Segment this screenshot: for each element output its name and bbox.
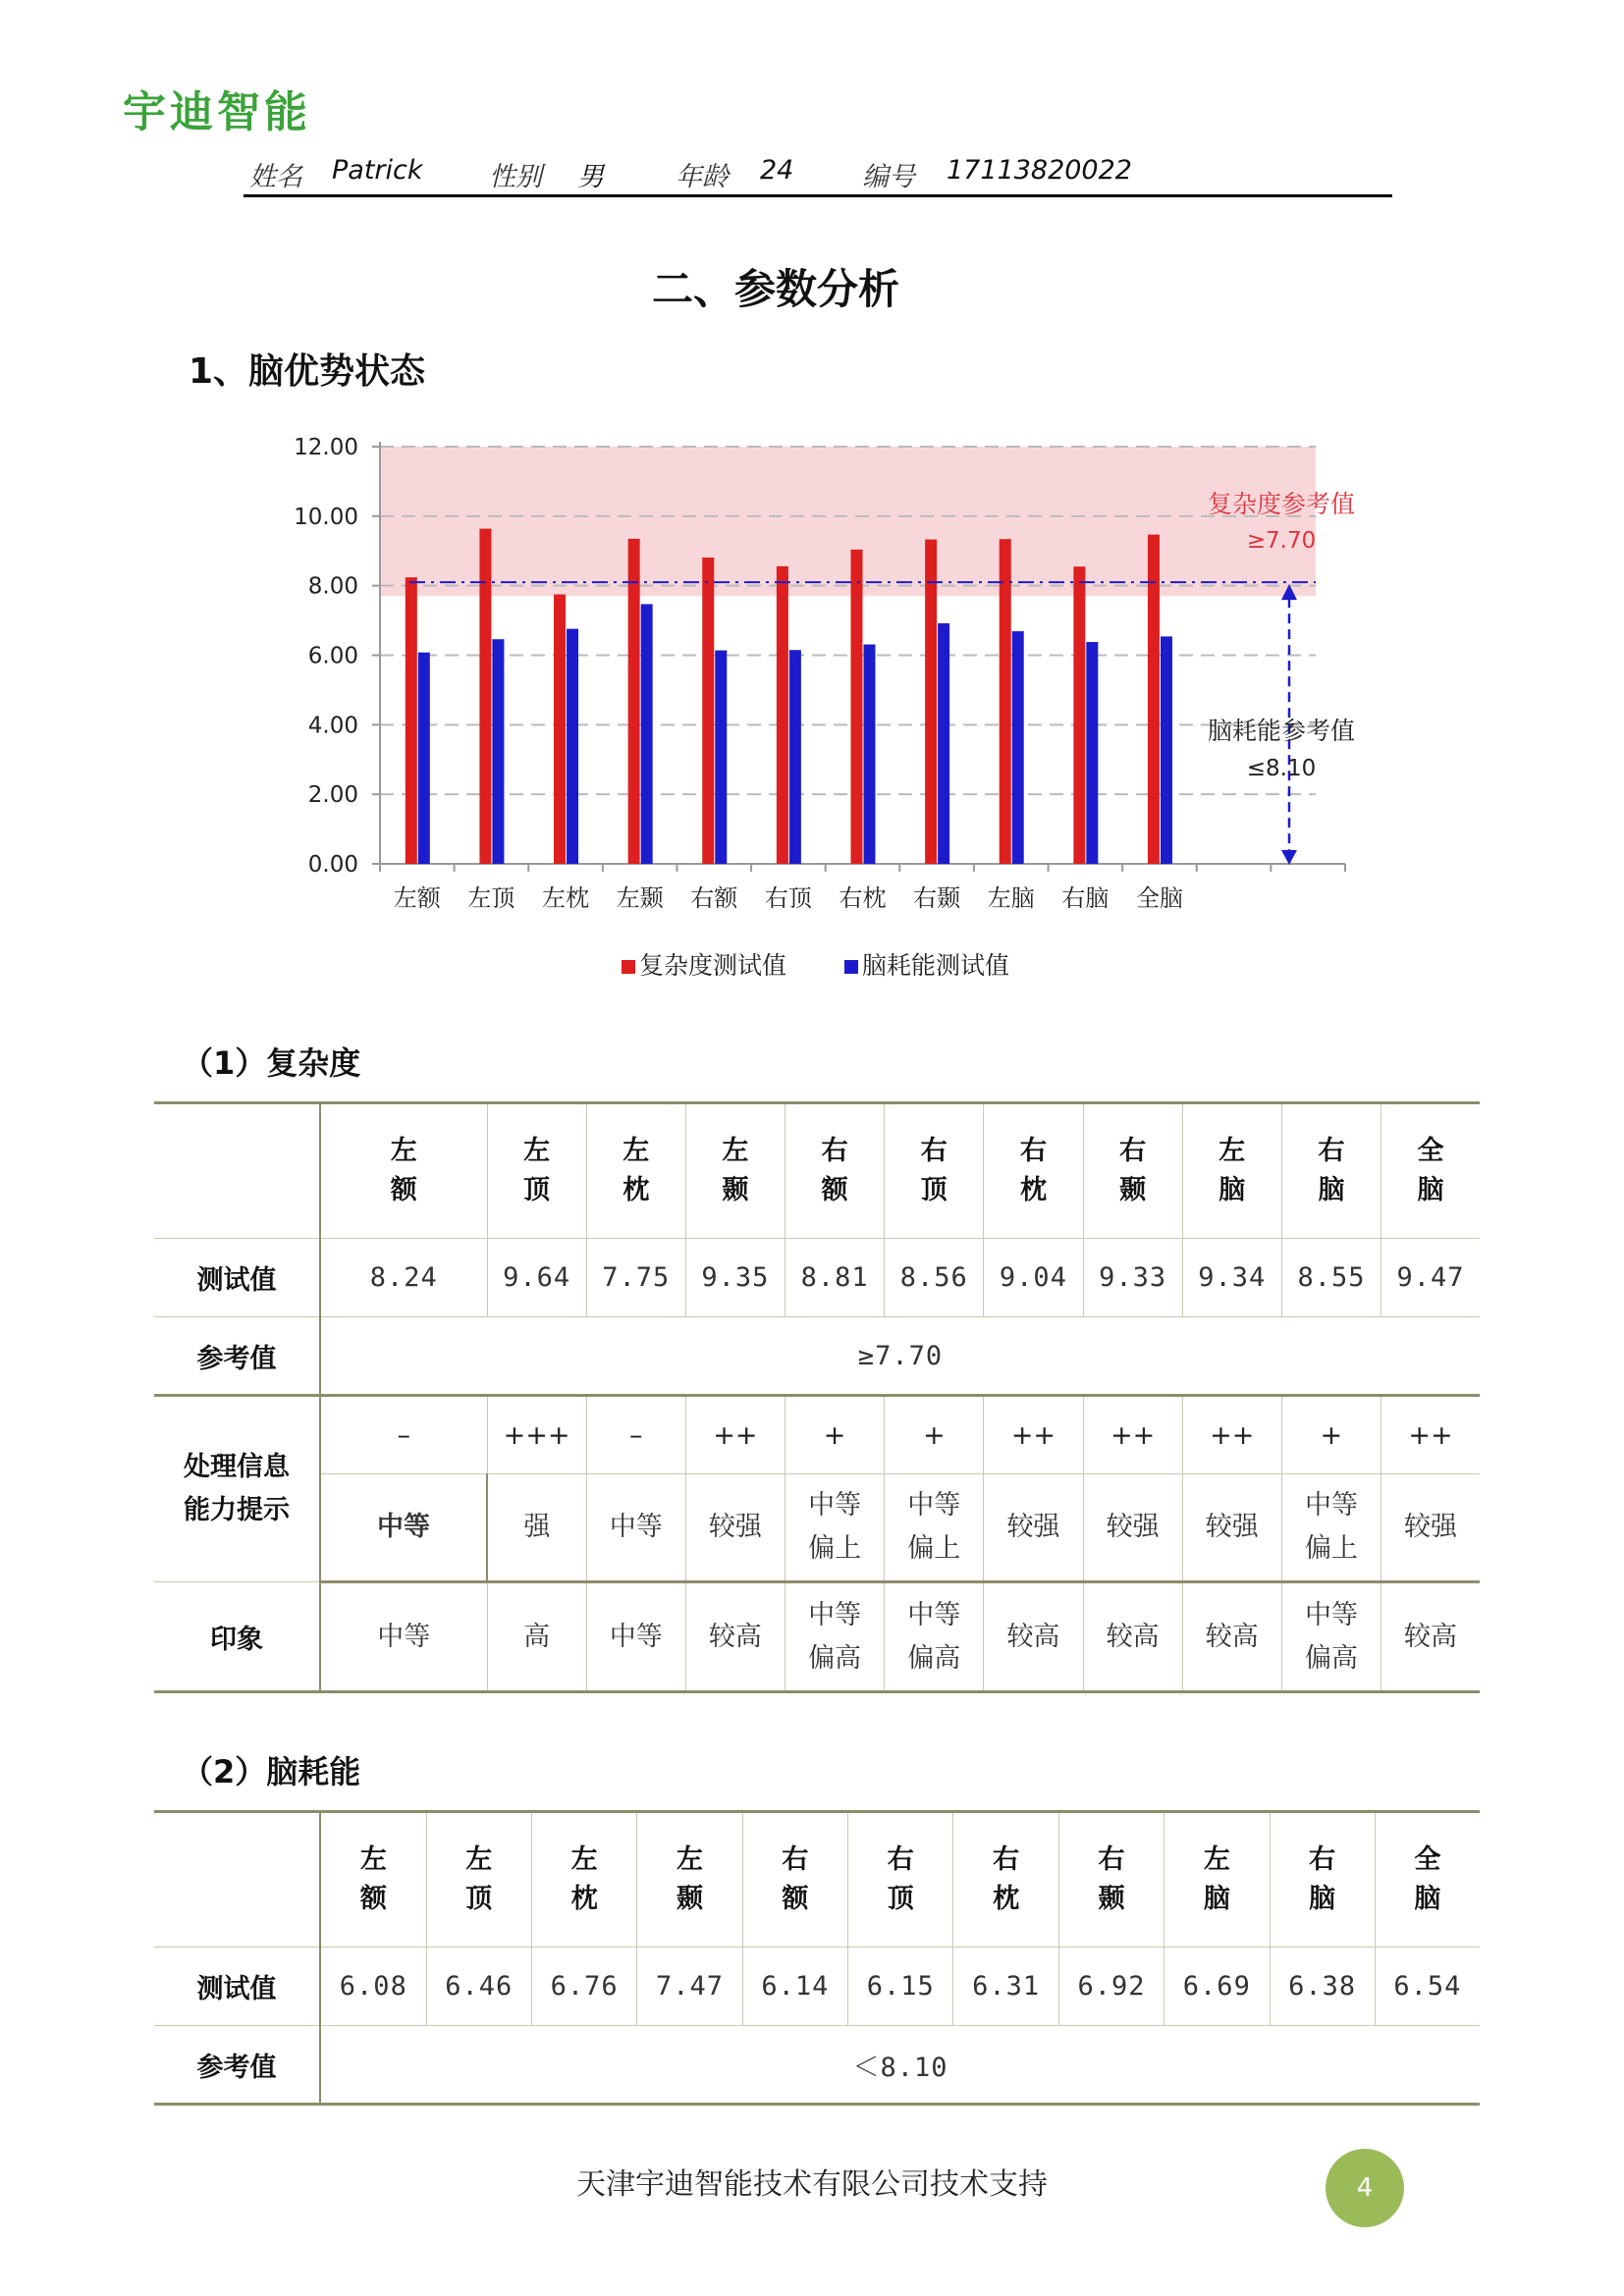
test-value-cell: 9.35 [685,1239,785,1317]
energy-ref-annotation: 脑耗能参考值 [1207,717,1356,745]
ability-symbol-cell: – [320,1396,487,1474]
energy-ref-value: ＜8.10 [320,2026,1480,2105]
ability-text-cell: 较强 [1083,1474,1182,1582]
bar-energy [418,653,430,864]
test-value-cell: 8.55 [1281,1239,1380,1317]
ability-symbol-cell: +++ [487,1396,586,1474]
test-value-cell: 6.38 [1270,1948,1375,2026]
bar-energy [715,651,727,864]
column-header: 右 脑 [1281,1103,1380,1239]
ability-text-cell: 较强 [984,1474,1083,1582]
ability-symbol-cell: ++ [984,1396,1083,1474]
bar-energy [1012,631,1024,864]
reference-band [380,447,1316,596]
x-tick-label: 全脑 [1135,884,1183,912]
impression-cell: 中等 [320,1582,487,1692]
x-tick-label: 左额 [393,884,441,912]
impression-cell: 中等 [586,1582,685,1692]
test-value-cell: 9.47 [1381,1239,1480,1317]
impression-cell: 较高 [1182,1582,1281,1692]
y-tick-label: 10.00 [294,504,358,530]
column-header: 左 额 [320,1812,426,1948]
company-logo: 宇迪智能 [123,87,311,137]
age-value: 24 [760,155,794,186]
impression-cell: 较高 [1083,1582,1182,1692]
legend-label: 复杂度测试值 [639,951,787,980]
bar-energy [938,623,949,864]
bar-complexity [406,577,417,864]
test-value-cell: 7.75 [586,1239,685,1317]
energy-table [154,1810,1480,2106]
bar-complexity [479,529,491,864]
ability-symbol-cell: – [586,1396,685,1474]
bar-complexity [925,540,937,864]
id-label: 编号 [862,162,915,192]
x-tick-label: 左顶 [467,884,515,912]
bar-complexity [1148,535,1160,864]
column-header: 左 脑 [1164,1812,1270,1948]
column-header: 左 脑 [1182,1103,1281,1239]
test-value-cell: 8.24 [320,1239,487,1317]
bar-energy [567,629,578,864]
y-tick-label: 12.00 [294,435,358,460]
page-number: 4 [1326,2149,1404,2227]
x-tick-label: 左脑 [987,884,1035,912]
test-value-cell: 6.31 [953,1948,1058,2026]
x-tick-label: 左枕 [542,884,590,912]
test-value-cell: 9.64 [487,1239,586,1317]
test-value-cell: 8.81 [785,1239,885,1317]
test-value-cell: 6.92 [1058,1948,1164,2026]
column-header: 左 额 [320,1103,487,1239]
footer-company: 天津宇迪智能技术有限公司技术支持 [576,2167,1048,2202]
test-value-cell: 6.69 [1164,1948,1270,2026]
column-header: 右 脑 [1270,1812,1375,1948]
bar-complexity [1000,539,1011,864]
bar-energy [1086,642,1098,864]
bar-complexity [851,550,863,864]
bar-energy [864,645,876,864]
arrow-down-icon [1281,850,1297,865]
y-tick-label: 8.00 [307,573,358,600]
complexity-ref-annotation-value: ≥7.70 [1246,528,1317,554]
row-label-test: 测试值 [154,1239,320,1317]
test-value-cell: 9.04 [984,1239,1083,1317]
name-label: 姓名 [249,162,302,192]
brain-dominance-chart [265,422,1384,991]
energy-title: （2）脑耗能 [182,1753,361,1790]
bar-complexity [554,595,566,864]
ability-symbol-cell: ++ [685,1396,785,1474]
ability-text-cell: 较强 [1182,1474,1281,1582]
impression-cell: 较高 [1381,1582,1480,1692]
column-header: 全 脑 [1375,1812,1480,1948]
y-tick-label: 4.00 [307,713,358,739]
x-tick-label: 右脑 [1061,884,1110,912]
ability-text-cell: 较强 [685,1474,785,1582]
column-header: 左 顶 [487,1103,586,1239]
table-corner [154,1812,320,1948]
name-value: Patrick [332,155,423,186]
test-value-cell: 9.33 [1083,1239,1182,1317]
column-header: 左 顶 [426,1812,531,1948]
test-value-cell: 6.15 [848,1948,953,2026]
ability-symbol-cell: ++ [1182,1396,1281,1474]
column-header: 右 枕 [953,1812,1058,1948]
ability-symbol-cell: ++ [1381,1396,1480,1474]
x-tick-label: 左颞 [616,884,664,912]
x-tick-label: 右颞 [913,884,961,912]
column-header: 左 枕 [586,1103,685,1239]
legend-swatch [622,960,635,974]
ability-text-cell: 中等 偏上 [885,1474,984,1582]
bar-complexity [777,566,788,864]
bar-complexity [1073,566,1085,864]
row-label-ability: 处理信息 能力提示 [154,1396,320,1582]
column-header: 右 额 [785,1103,885,1239]
gender-label: 性别 [489,162,542,192]
ability-symbol-cell: + [785,1396,885,1474]
x-tick-label: 右额 [690,884,738,912]
ability-text-cell: 中等 偏上 [785,1474,885,1582]
ability-text-cell: 较强 [1381,1474,1480,1582]
energy-ref-annotation-value: ≤8.10 [1246,756,1317,781]
bar-energy [492,639,504,864]
impression-cell: 中等 偏高 [1281,1582,1380,1692]
impression-cell: 高 [487,1582,586,1692]
page-title: 二、参数分析 [651,265,899,313]
age-label: 年龄 [676,162,729,192]
impression-cell: 较高 [984,1582,1083,1692]
test-value-cell: 6.14 [742,1948,847,2026]
bar-complexity [702,558,714,864]
column-header: 左 枕 [531,1812,636,1948]
test-value-cell: 6.76 [531,1948,636,2026]
bar-energy [641,604,653,864]
column-header: 右 颞 [1058,1812,1164,1948]
patient-info-bar [244,155,1392,197]
column-header: 右 额 [742,1812,847,1948]
impression-cell: 中等 偏高 [785,1582,885,1692]
test-value-cell: 8.56 [885,1239,984,1317]
test-value-cell: 6.54 [1375,1948,1480,2026]
row-label-ref: 参考值 [154,1317,320,1396]
x-tick-label: 右顶 [764,884,812,912]
ability-text-cell: 中等 [586,1474,685,1582]
column-header: 右 颞 [1083,1103,1182,1239]
row-label-impression: 印象 [154,1582,320,1692]
gender-value: 男 [577,162,604,192]
test-value-cell: 7.47 [637,1948,742,2026]
ability-symbol-cell: + [1281,1396,1380,1474]
test-value-cell: 9.34 [1182,1239,1281,1317]
complexity-table [154,1101,1480,1693]
complexity-title: （1）复杂度 [182,1044,361,1082]
column-header: 右 顶 [848,1812,953,1948]
y-tick-label: 0.00 [307,852,358,878]
row-label-test: 测试值 [154,1948,320,2026]
column-header: 右 枕 [984,1103,1083,1239]
row-label-ref: 参考值 [154,2026,320,2105]
column-header: 左 颞 [637,1812,742,1948]
y-tick-label: 6.00 [307,643,358,669]
bar-energy [1161,636,1172,864]
ability-text-cell: 强 [487,1474,586,1582]
table-corner [154,1103,320,1239]
column-header: 左 颞 [685,1103,785,1239]
y-tick-label: 2.00 [307,782,358,809]
column-header: 全 脑 [1381,1103,1480,1239]
x-tick-label: 右枕 [839,884,887,912]
ability-text-cell: 中等 [320,1474,487,1582]
test-value-cell: 6.46 [426,1948,531,2026]
ability-symbol-cell: + [885,1396,984,1474]
complexity-ref-annotation: 复杂度参考值 [1207,490,1356,518]
impression-cell: 中等 偏高 [885,1582,984,1692]
ability-symbol-cell: ++ [1083,1396,1182,1474]
ability-text-cell: 中等 偏上 [1281,1474,1380,1582]
complexity-ref-value: ≥7.70 [320,1317,1480,1396]
test-value-cell: 6.08 [320,1948,426,2026]
legend-swatch [844,960,858,974]
bar-complexity [628,539,640,864]
id-value: 17113820022 [947,155,1132,186]
section-title: 1、脑优势状态 [189,351,426,392]
bar-energy [789,650,801,864]
impression-cell: 较高 [685,1582,785,1692]
column-header: 右 顶 [885,1103,984,1239]
legend-label: 脑耗能测试值 [862,951,1010,980]
